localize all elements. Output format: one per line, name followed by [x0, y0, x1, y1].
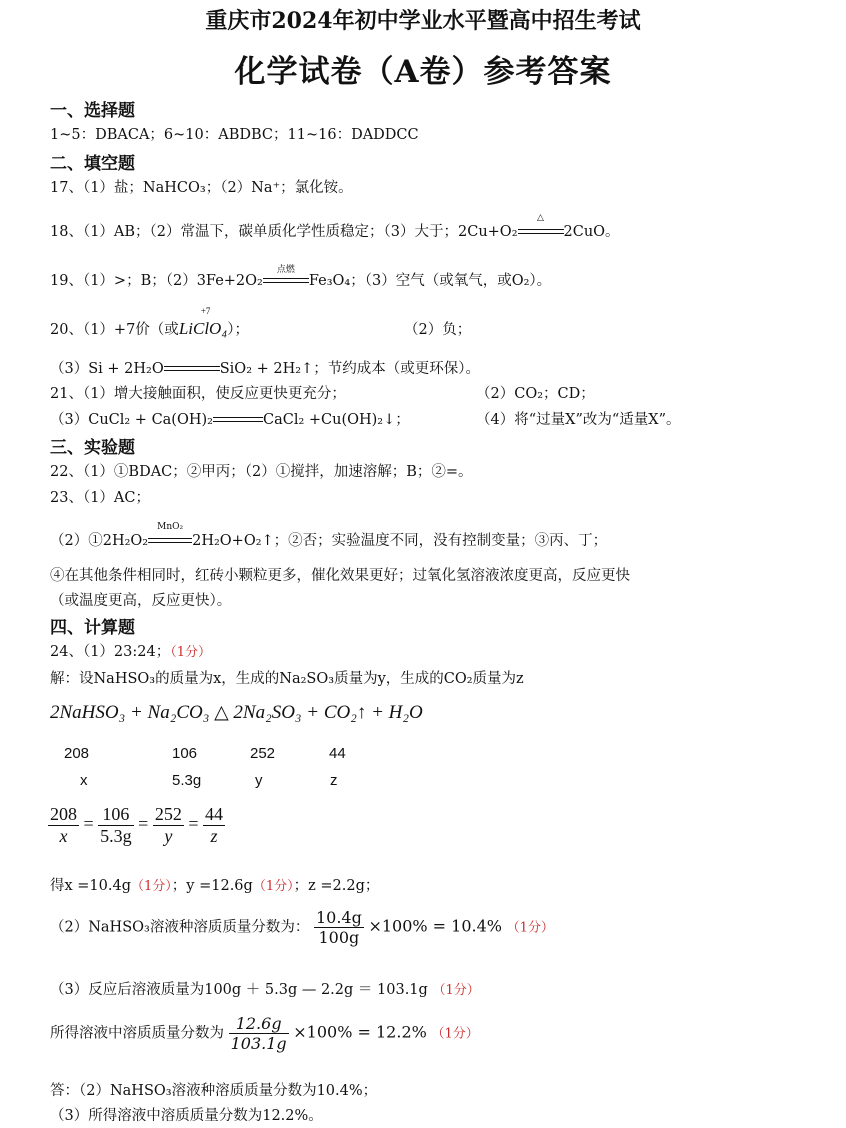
q21-part3: （3）CuCl₂ + Ca(OH)₂ CaCl₂ +Cu(OH)₂↓； — [50, 412, 410, 428]
calculation-results: 得x =10.4g（1分）；y =12.6g（1分）；z =2.2g； — [50, 878, 380, 894]
q22-answer: 22、（1）①BDAC；②甲丙；（2）①搅拌，加速溶解；B；②=。 — [50, 464, 473, 480]
relative-mass-4: 44 — [329, 745, 346, 762]
q18-answer: 18、（1）AB；（2）常温下，碳单质化学性质稳定；（3）大于；2Cu+O₂ △ 2CuO。 — [50, 213, 620, 240]
relative-mass-2: 106 — [172, 745, 198, 762]
section-heading-fill: 二、填空题 — [50, 154, 135, 174]
q20-part2: （2）负； — [404, 322, 472, 338]
final-answer-part2: 答：（2）NaHSO₃溶液种溶质质量分数为10.4%； — [50, 1083, 378, 1099]
solution-setup: 解：设NaHSO₃的质量为x，生成的Na₂SO₃质量为y，生成的CO₂质量为z — [50, 671, 524, 687]
final-answer-part3: （3）所得溶液中溶质质量分数为12.2%。 — [50, 1108, 323, 1124]
choice-answers: 1~5：DBACA；6~10：ABDBC；11~16：DADDCC — [50, 127, 419, 143]
proportion-equation: $\frac{208}{x}$ = $\frac{106}{5.3g}$ = $\frac{252}{y}$ = $\frac{44}{z}$ — [50, 804, 223, 846]
section-heading-choice: 一、选择题 — [50, 101, 135, 121]
q23-part2: （2）①2H₂O₂ MnO₂ 2H₂O+O₂↑；②否；实验温度不同，没有控制变量；③丙、丁； — [50, 522, 608, 549]
part3-solution-mass: （3）反应后溶液质量为100g ＋ 5.3g — 2.2g ＝ 103.1g （1分） — [50, 982, 480, 998]
relative-mass-3: 252 — [250, 745, 276, 762]
reaction-arrow — [164, 364, 220, 374]
exam-title: 重庆市2024年初中学业水平暨高中招生考试 — [205, 8, 641, 34]
q19-answer: 19、（1）>；B；（2）3Fe+2O₂ 点燃 Fe₃O₄；（3）空气（或氧气，或O₂）。 — [50, 265, 552, 289]
q24-part1: 24、（1）23:24；（1分） — [50, 644, 211, 660]
q20-part3: （3）Si + 2H₂O SiO₂ + 2H₂↑；节约成本（或更环保）。 — [50, 361, 480, 377]
score-mark: （1分） — [170, 645, 211, 660]
variable-y: y — [255, 772, 263, 789]
q21-part1: 21、（1）增大接触面积，使反应更快更充分； — [50, 386, 346, 402]
reaction-arrow: 点燃 — [263, 276, 309, 286]
q23-part4-cont: （或温度更高，反应更快）。 — [50, 593, 232, 609]
q21-part4: （4）将“过量X”改为“适量X”。 — [476, 412, 681, 428]
reaction-arrow: △ — [518, 227, 564, 237]
q20-part1: 20、（1）+7价（或LiClO₄ +7 ）； — [50, 306, 249, 338]
variable-x: x — [80, 772, 88, 789]
q23-part4: ④在其他条件相同时，红砖小颗粒更多，催化效果更好；过氧化氢溶液浓度更高，反应更快 — [50, 568, 630, 584]
reaction-equation: 2NaHSO₃ + Na₂CO₃ △ 2Na₂SO₃ + CO₂↑ + H₂O — [50, 702, 423, 723]
part2-mass-fraction: （2）NaHSO₃溶液种溶质质量分数为： $\frac{10.4g}{100g}$ ×100% = 10.4% （1分） — [50, 908, 554, 947]
reaction-arrow — [213, 415, 263, 425]
lithium-perchlorate-formula: LiClO₄ +7 — [178, 306, 228, 338]
reaction-arrow: MnO₂ — [148, 536, 192, 546]
variable-z: z — [330, 772, 338, 789]
relative-mass-1: 208 — [64, 745, 90, 762]
q21-part2: （2）CO₂；CD； — [476, 386, 595, 402]
part3-mass-fraction: 所得溶液中溶质质量分数为 $\frac{12.6g}{103.1g}$ ×100% = 12.2% （1分） — [50, 1014, 479, 1053]
section-heading-experiment: 三、实验题 — [50, 438, 135, 458]
variable-na2co3-mass: 5.3g — [172, 772, 202, 789]
q23-part1: 23、（1）AC； — [50, 490, 150, 506]
section-heading-calc: 四、计算题 — [50, 618, 135, 638]
answer-key-title: 化学试卷（A卷）参考答案 — [234, 54, 612, 90]
q17-answer: 17、（1）盐；NaHCO₃；（2）Na⁺；氯化铵。 — [50, 180, 353, 196]
